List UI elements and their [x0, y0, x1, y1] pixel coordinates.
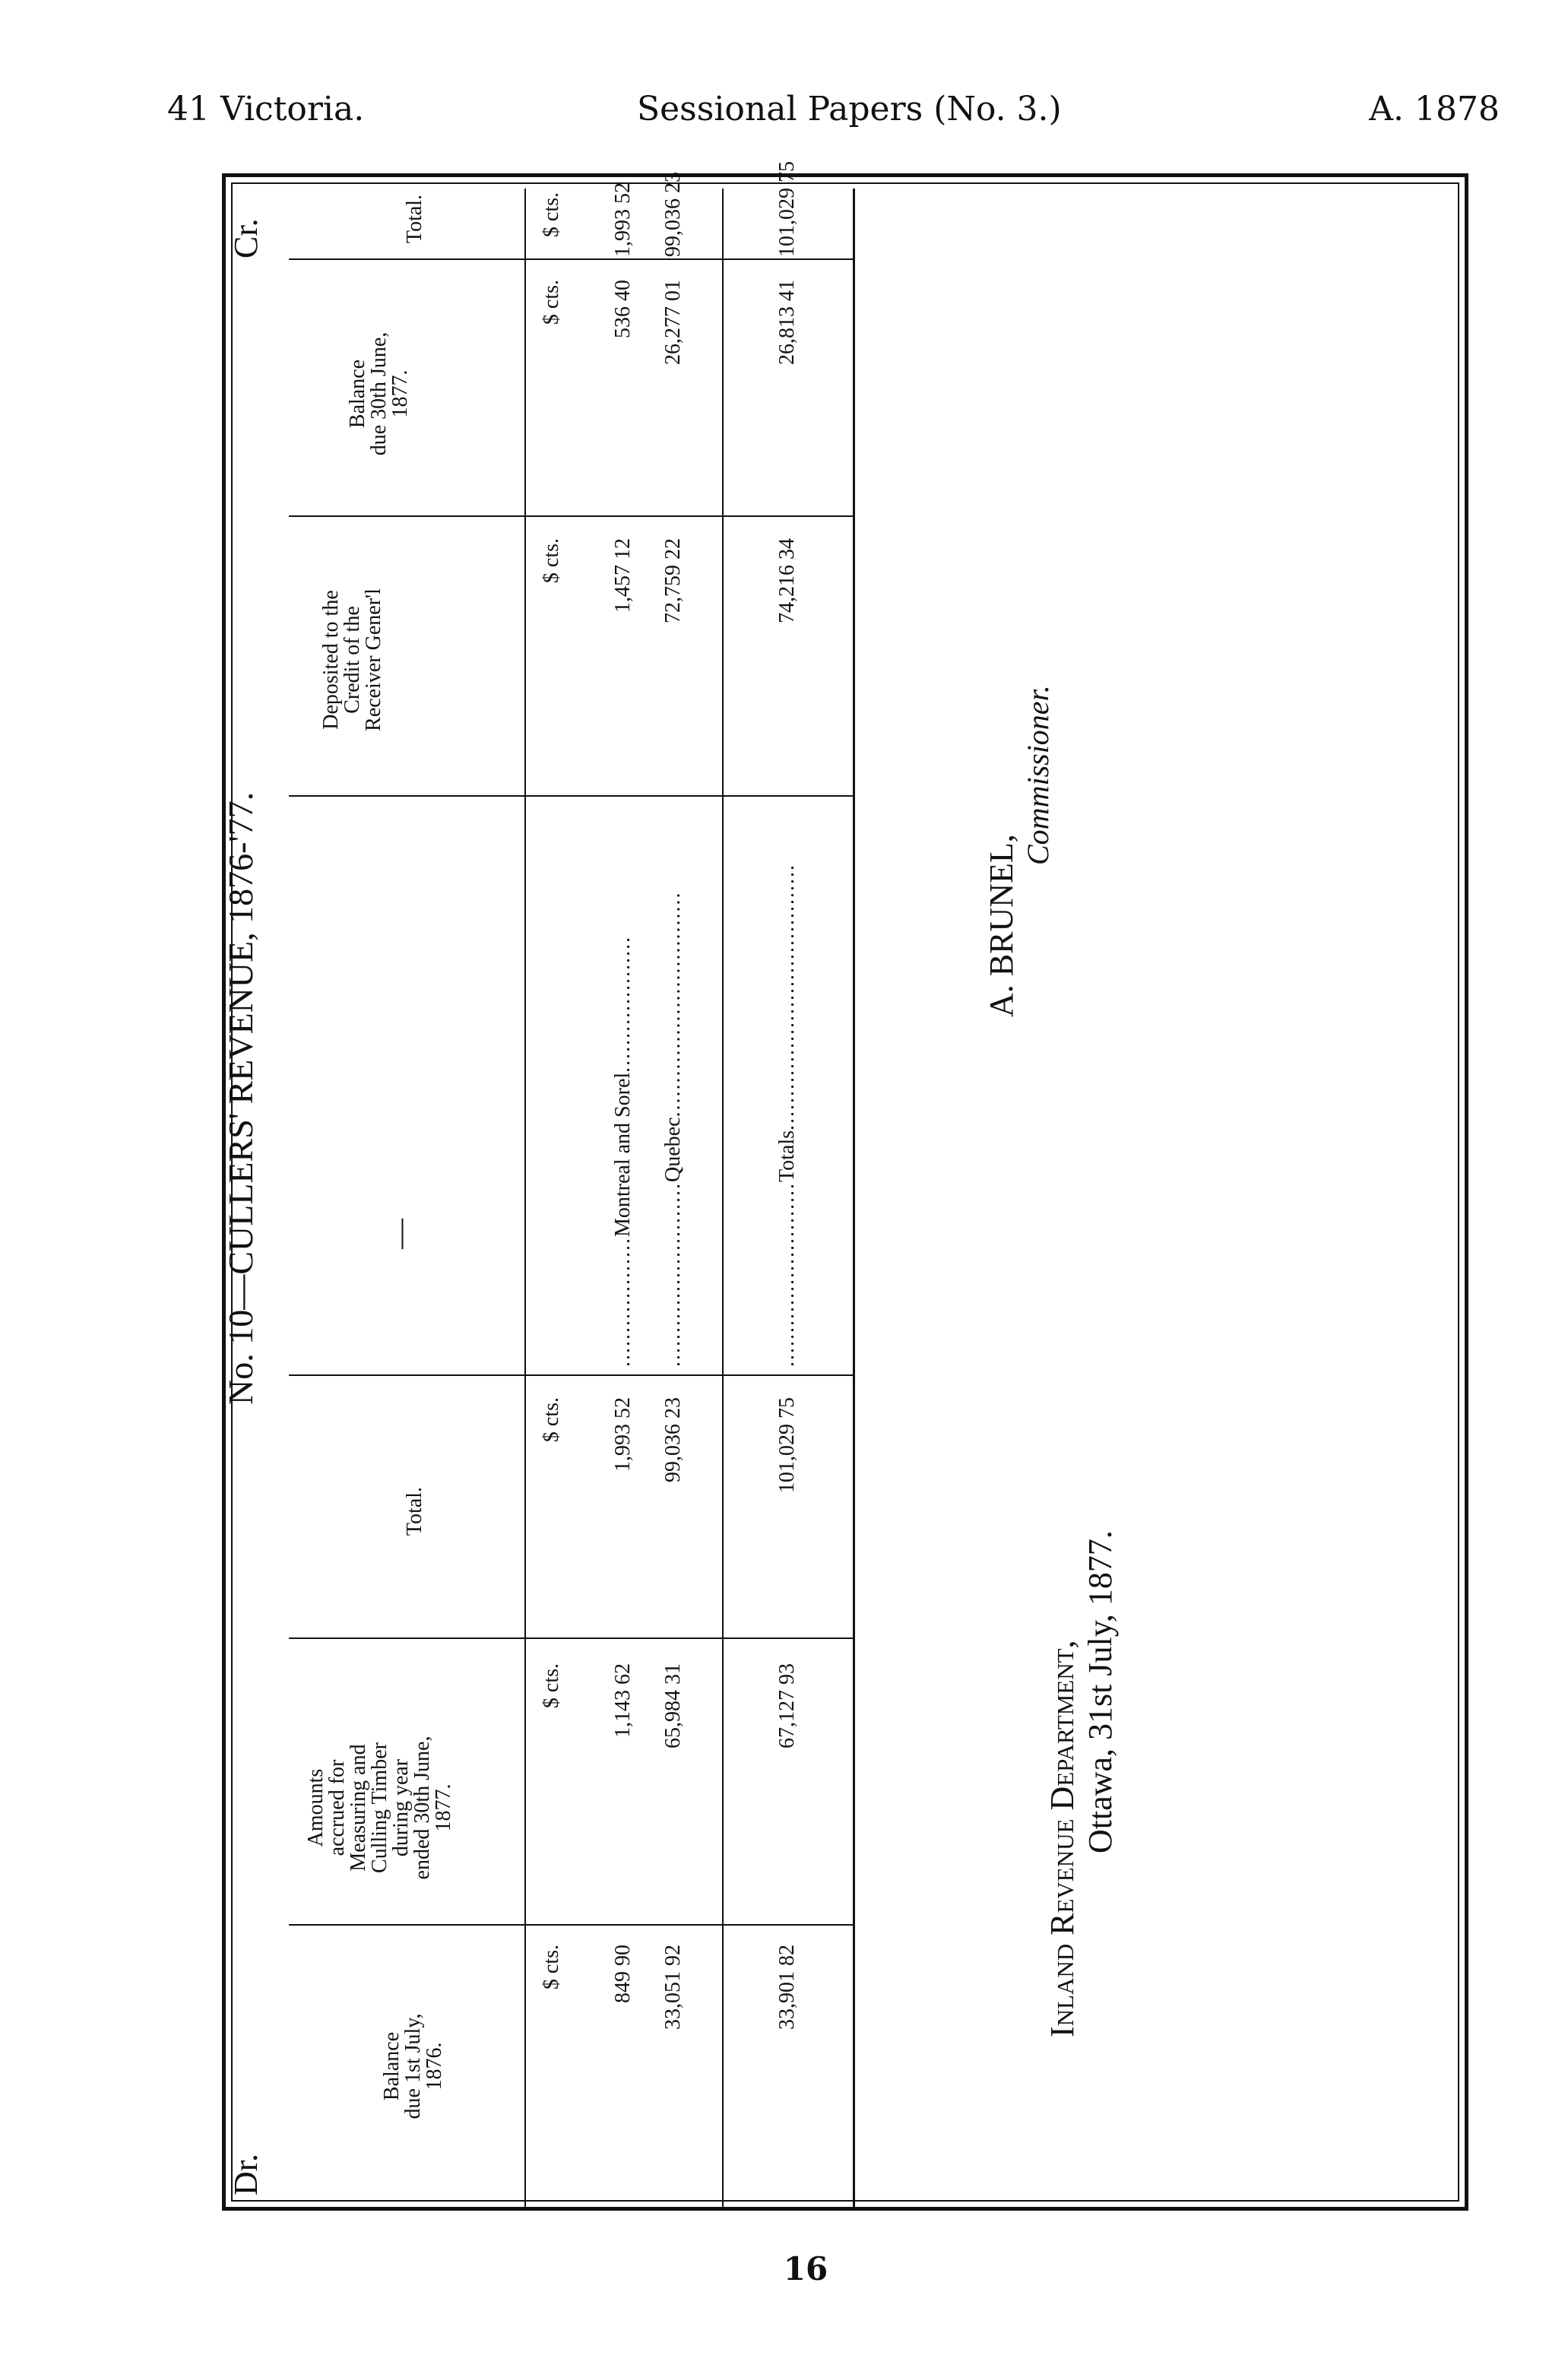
credit-label: Cr. — [227, 218, 265, 258]
column-header-balance-end: Balance due 30th June, 1877. — [346, 331, 412, 456]
department-date: Ottawa, 31st July, 1877. — [1082, 1530, 1119, 1853]
cell-accrued: 1,143 62 — [611, 1663, 635, 1738]
column-rule — [289, 1924, 853, 1926]
column-header-deposited: Deposited to the Credit of the Receiver Gener'l — [319, 588, 385, 731]
unit-label: $ cts. — [540, 538, 563, 584]
cell-total-deposited: 74,216 34 — [775, 538, 799, 623]
running-header-title: Sessional Papers (No. 3.) — [637, 90, 1062, 128]
cell-total-total-cr: 101,029 75 — [775, 161, 799, 257]
dash-mark: — — [382, 1219, 417, 1249]
cell-total-cr: 1,993 52 — [611, 182, 635, 257]
cell-accrued: 65,984 31 — [661, 1663, 685, 1748]
column-header-accrued: Amounts accrued for Measuring and Culling Timber during year ended 30th June, 1877. — [304, 1736, 455, 1880]
table-title: No. 10—CULLERS' REVENUE, 1876-'77. — [221, 791, 260, 1405]
cell-total-accrued: 67,127 93 — [775, 1663, 799, 1748]
cell-balance-start: 849 90 — [611, 1945, 635, 2003]
running-header-right: A. 1878 — [1369, 90, 1500, 128]
column-header-total-cr: Total. — [403, 194, 426, 244]
cell-total-balance-end: 26,813 41 — [775, 280, 799, 365]
cell-total-dr: 99,036 23 — [661, 1397, 685, 1482]
row-label: ...................Montreal and Sorel.................... — [611, 935, 635, 1367]
department-name: Inland Revenue Department, — [1044, 1640, 1081, 2037]
cell-total-dr: 1,993 52 — [611, 1397, 635, 1472]
totals-rule — [722, 189, 724, 2211]
unit-label: $ cts. — [540, 1397, 563, 1443]
column-header-total-dr: Total. — [403, 1486, 426, 1536]
cell-total-balance-start: 33,901 82 — [775, 1945, 799, 2030]
cell-balance-end: 26,277 01 — [661, 280, 685, 365]
unit-label: $ cts. — [540, 192, 563, 238]
column-header-balance-start: Balance due 1st July, 1876. — [380, 2013, 446, 2119]
cell-balance-end: 536 40 — [611, 280, 635, 338]
running-header-left: 41 Victoria. — [167, 90, 365, 128]
page-number: 16 — [783, 2250, 828, 2287]
unit-label: $ cts. — [540, 1663, 563, 1709]
column-rule — [289, 795, 853, 797]
column-rule — [289, 515, 853, 517]
unit-label: $ cts. — [540, 280, 563, 325]
cell-deposited: 1,457 12 — [611, 538, 635, 613]
rotated-table-page — [221, 161, 1453, 2211]
row-label: ...........................Quebec................................. — [661, 891, 685, 1367]
cell-total-cr: 99,036 23 — [661, 172, 685, 257]
column-rule — [289, 1374, 853, 1376]
signer-title: Commissioner. — [1021, 685, 1055, 865]
unit-label: $ cts. — [540, 1945, 563, 1990]
column-rule — [289, 1637, 853, 1639]
column-rule — [289, 258, 853, 260]
table-bottom-rule — [853, 189, 855, 2211]
cell-balance-start: 33,051 92 — [661, 1945, 685, 2030]
debit-label: Dr. — [227, 2154, 265, 2195]
totals-row-label: ...........................Totals....................................... — [775, 863, 799, 1367]
header-rule — [524, 189, 526, 2211]
cell-deposited: 72,759 22 — [661, 538, 685, 623]
cell-total-total-dr: 101,029 75 — [775, 1397, 799, 1493]
signer-name: A. BRUNEL, — [983, 834, 1020, 1017]
